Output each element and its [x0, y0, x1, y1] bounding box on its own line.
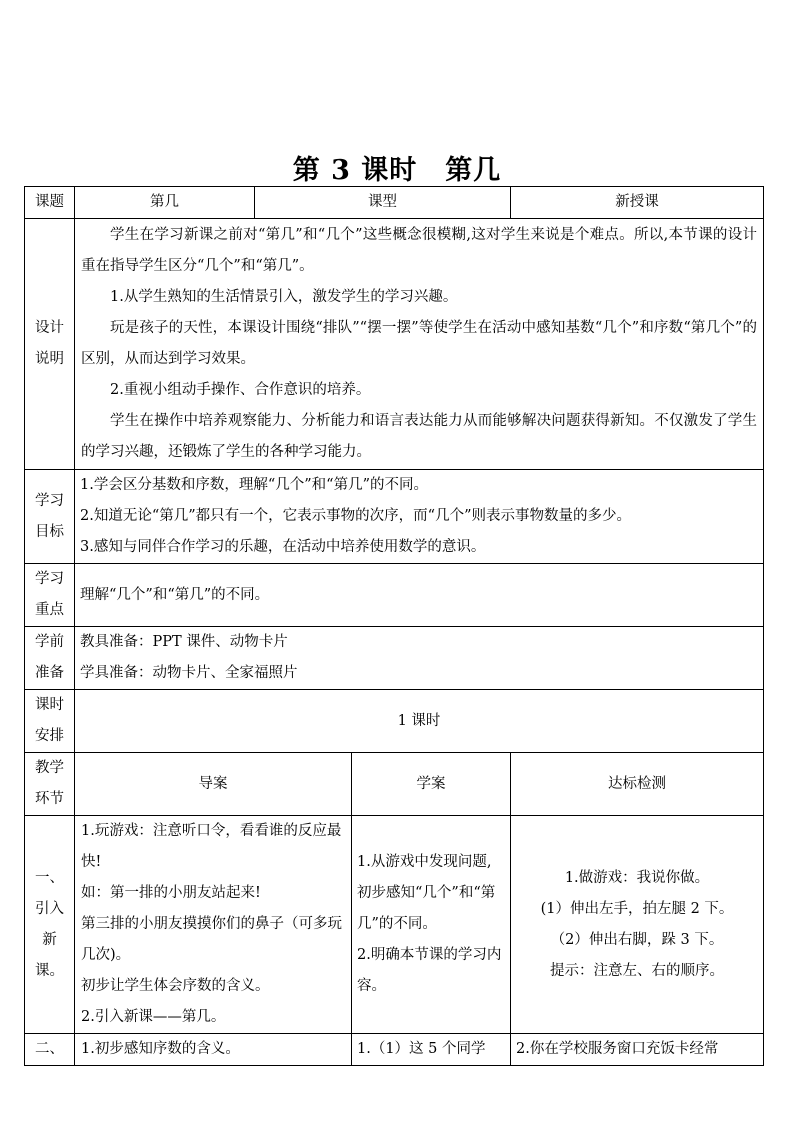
design-content	[75, 219, 764, 470]
guide-step: 2.引入新课——第几。	[81, 1009, 226, 1025]
check-step: 1.做游戏：我说你做。	[564, 869, 710, 886]
design-label-line1: 设计	[35, 320, 64, 336]
lesson-plan-table	[24, 186, 764, 1066]
check-step: (1）伸出左手，拍左腿 2 下。	[540, 900, 734, 917]
section1-study	[352, 816, 511, 1034]
time-label-line1: 课时	[35, 697, 64, 713]
keti-value: 第几	[75, 187, 255, 219]
section2-study: 1.（1）这 5 个同学	[352, 1034, 511, 1066]
column-guide-header: 导案	[75, 753, 352, 816]
column-study-header: 学案	[352, 753, 511, 816]
guide-step: 1.玩游戏：注意听口令，看看谁的反应最快!	[81, 823, 342, 870]
key-row	[25, 564, 764, 627]
key-content: 理解“几个”和“第几”的不同。	[75, 564, 764, 627]
guide-step: 初步让学生体会序数的含义。	[81, 978, 270, 994]
design-paragraph: 2.重视小组动手操作、合作意识的培养。	[110, 382, 371, 398]
check-step: （2）伸出右脚，跺 3 下。	[550, 931, 724, 948]
design-label-line2: 说明	[35, 351, 64, 367]
kexing-value: 新授课	[511, 187, 764, 219]
goal-item: 2.知道无论“第几”都只有一个，它表示事物的次序，而“几个”则表示事物数量的多少。	[80, 508, 631, 524]
goals-label-line2: 目标	[35, 523, 64, 540]
prep-teacher: 教具准备：PPT 课件、动物卡片	[80, 634, 288, 650]
section1-label-line2: 引入	[35, 900, 64, 917]
prep-content	[75, 627, 764, 690]
section1-guide	[75, 816, 352, 1034]
time-label-line2: 安排	[35, 728, 64, 744]
design-paragraph: 学生在学习新课之前对“第几”和“几个”这些概念很模糊,这对学生来说是个难点。所以,本节课的设计重在指导学生区分“几个”和“第几”。	[81, 227, 757, 274]
study-step: 2.明确本节课的学习内容。	[357, 947, 502, 994]
key-label	[25, 564, 75, 627]
design-label	[25, 219, 75, 470]
section1-row	[25, 816, 764, 1034]
time-row	[25, 690, 764, 753]
goal-item: 3.感知与同伴合作学习的乐趣，在活动中培养使用数学的意识。	[80, 539, 486, 555]
section1-label	[25, 816, 75, 1034]
goals-label	[25, 470, 75, 564]
time-value: 1 课时	[75, 690, 764, 753]
section2-guide: 1.初步感知序数的含义。	[75, 1034, 352, 1066]
guide-step: 第三排的小朋友摸摸你们的鼻子（可多玩几次)。	[81, 916, 342, 963]
columns-label	[25, 753, 75, 816]
guide-step: 如：第一排的小朋友站起来!	[81, 885, 261, 901]
design-paragraph: 学生在操作中培养观察能力、分析能力和语言表达能力从而能够解决问题获得新知。不仅激发了学生的学习兴趣，还锻炼了学生的各种学习能力。	[81, 413, 757, 460]
kexing-label: 课型	[255, 187, 511, 219]
section2-row	[25, 1034, 764, 1066]
goals-label-line1: 学习	[35, 492, 64, 509]
header-row	[25, 187, 764, 219]
columns-row	[25, 753, 764, 816]
prep-row	[25, 627, 764, 690]
keti-label: 课题	[25, 187, 75, 219]
columns-label-line1: 教学	[35, 760, 64, 776]
prep-label-line1: 学前	[35, 634, 64, 650]
section1-check	[511, 816, 764, 1034]
section2-label: 二、	[25, 1034, 75, 1066]
section2-check: 2.你在学校服务窗口充饭卡经常	[511, 1034, 764, 1066]
page-title: 第 3 课时 第几	[292, 155, 502, 186]
study-step: 1.从游戏中发现问题,初步感知“几个”和“第几”的不同。	[357, 854, 496, 932]
prep-student: 学具准备：动物卡片、全家福照片	[80, 665, 298, 681]
design-paragraph: 玩是孩子的天性，本课设计围绕“排队”“摆一摆”等使学生在活动中感知基数“几个”和序数“第几个”的区别，从而达到学习效果。	[81, 320, 757, 367]
section1-label-line3: 新课。	[35, 931, 64, 979]
goals-content	[75, 470, 764, 564]
key-label-line1: 学习	[35, 571, 64, 587]
section1-label-line1: 一、	[35, 869, 64, 886]
goal-item: 1.学会区分基数和序数，理解“几个”和“第几”的不同。	[80, 477, 428, 493]
design-row	[25, 219, 764, 470]
design-paragraph: 1.从学生熟知的生活情景引入，激发学生的学习兴趣。	[110, 289, 458, 305]
prep-label-line2: 准备	[35, 665, 64, 681]
columns-label-line2: 环节	[35, 791, 64, 807]
prep-label	[25, 627, 75, 690]
column-check-header: 达标检测	[511, 753, 764, 816]
key-label-line2: 重点	[35, 602, 64, 618]
goals-row	[25, 470, 764, 564]
check-step: 提示：注意左、右的顺序。	[550, 962, 724, 979]
time-label	[25, 690, 75, 753]
